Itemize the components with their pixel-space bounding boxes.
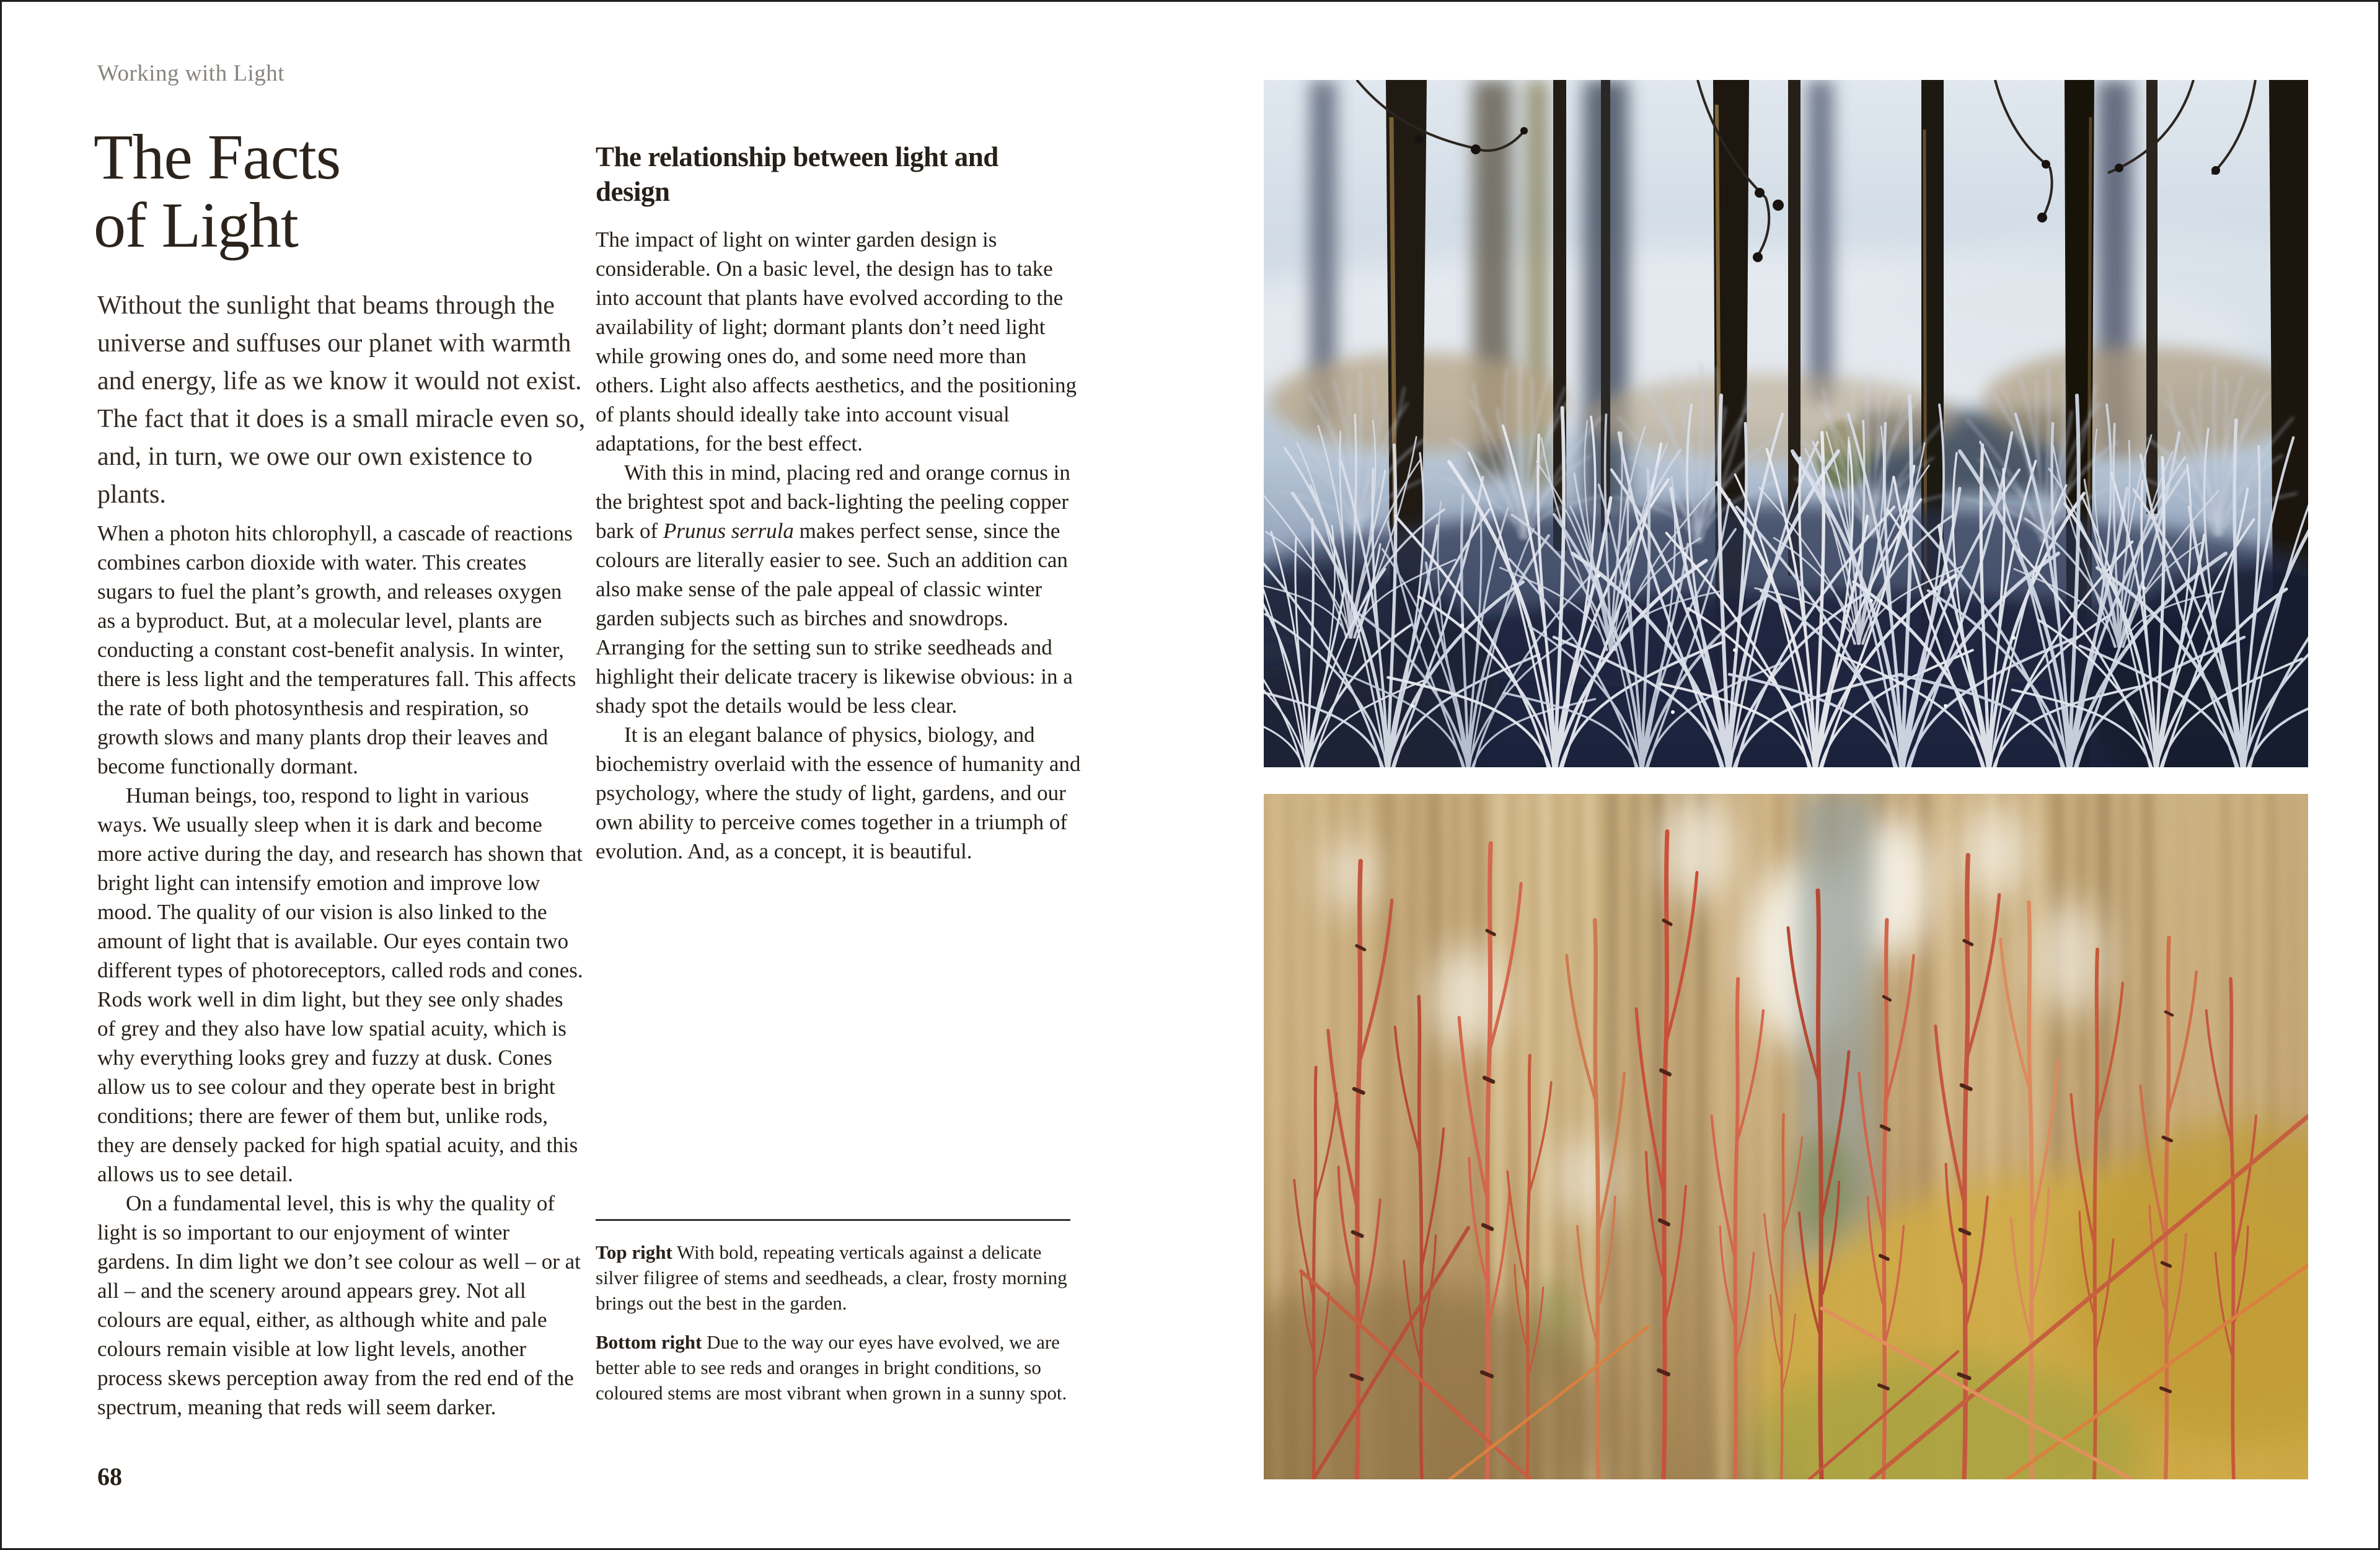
- caption-bottom-right: [596, 1329, 1070, 1406]
- paragraph-text: makes perfect sense, since the colours are literally easier to see. Such an addition can also make sense of the pale appeal of classic winter garden subjects such as birches and snowdrops. Arranging for the setting sun to strike seedheads and highlight their delicate tracery is likewise obvious: in a shady spot the details would be less clear.: [596, 519, 1073, 718]
- body-column-right: [596, 139, 1083, 866]
- paragraph: It is an elegant balance of physics, biology, and biochemistry overlaid with the essence of humanity and psychology, where the study of light, gardens, and our own ability to perceive comes together in a triumph of evolution. And, as a concept, it is beautiful.: [596, 723, 1081, 863]
- intro-paragraph: Without the sunlight that beams through the universe and suffuses our planet with warmth and energy, life as we know it would not exist. The fact that it does is a small miracle even so, and, in turn, we owe our own existence to plants.: [97, 291, 586, 509]
- paragraph: The impact of light on winter garden design is considerable. On a basic level, the design has to take into account that plants have evolved according to the availability of light; dormant plants don’t need light while growing ones do, and some need more than others. Light also affects aesthetics, and the positioning of plants should ideally take into account visual adaptations, for the best effect.: [596, 227, 1077, 456]
- caption-label: Bottom right: [596, 1331, 702, 1353]
- paragraph: [596, 458, 1083, 720]
- photo-frosty-winter-garden: [1264, 80, 2308, 767]
- paragraph-text: With this in mind, placing red and orange cornus in the brightest spot and back-lighting the peeling copper bark of: [596, 460, 1070, 543]
- page-title: [94, 123, 340, 260]
- caption-label: Top right: [596, 1241, 672, 1263]
- cornus-stems-illustration: [1264, 794, 2308, 1479]
- species-name: Prunus serrula: [663, 519, 794, 543]
- paragraph: Human beings, too, respond to light in various ways. We usually sleep when it is dark and become more active during the day, and research has shown that bright light can intensify emotion and improve low mood. The quality of our vision is also linked to the amount of light that is available. Our eyes contain two different types of photoreceptors, called rods and cones. Rods work well in dim light, but they see only shades of grey and they also have low spatial acuity, which is why everything looks grey and fuzzy at dusk. Cones allow us to see colour and they operate best in bright conditions; there are fewer of them but, unlike rods, they are densely packed for high spatial acuity, and this allows us to see detail.: [97, 783, 583, 1186]
- caption-divider: [596, 1219, 1070, 1221]
- section-heading: The relationship between light and design: [596, 141, 998, 207]
- page-title-line1: The Facts: [94, 121, 341, 193]
- page-title-line2: of Light: [94, 190, 298, 261]
- caption-block: [596, 1219, 1070, 1419]
- running-head: Working with Light: [97, 61, 285, 86]
- caption-top-right: [596, 1240, 1070, 1316]
- body-column-left: [97, 519, 583, 1422]
- caption-text: Due to the way our eyes have evolved, we are better able to see reds and oranges in bright conditions, so coloured stems are most vibrant when grown in a sunny spot.: [596, 1331, 1067, 1404]
- photo-red-cornus-stems: [1264, 794, 2308, 1479]
- frosty-garden-illustration: [1264, 80, 2308, 767]
- paragraph: On a fundamental level, this is why the quality of light is so important to our enjoyment of winter gardens. In dim light we don’t see colour as well – or at all – and the scenery around appears grey. Not all colours are equal, either, as although white and pale colours remain visible at low light levels, another process skews perception away from the red end of the spectrum, meaning that reds will seem darker.: [97, 1191, 581, 1419]
- page-number: 68: [97, 1463, 122, 1491]
- paragraph: When a photon hits chlorophyll, a cascade of reactions combines carbon dioxide with water. This creates sugars to fuel the plant’s growth, and releases oxygen as a byproduct. But, at a molecular level, plants are conducting a constant cost-benefit analysis. In winter, there is less light and the temperatures fall. This affects the rate of both photosynthesis and respiration, so growth slows and many plants drop their leaves and become functionally dormant.: [97, 521, 576, 778]
- caption-text: With bold, repeating verticals against a delicate silver filigree of stems and seedheads, a clear, frosty morning brings out the best in the garden.: [596, 1241, 1067, 1314]
